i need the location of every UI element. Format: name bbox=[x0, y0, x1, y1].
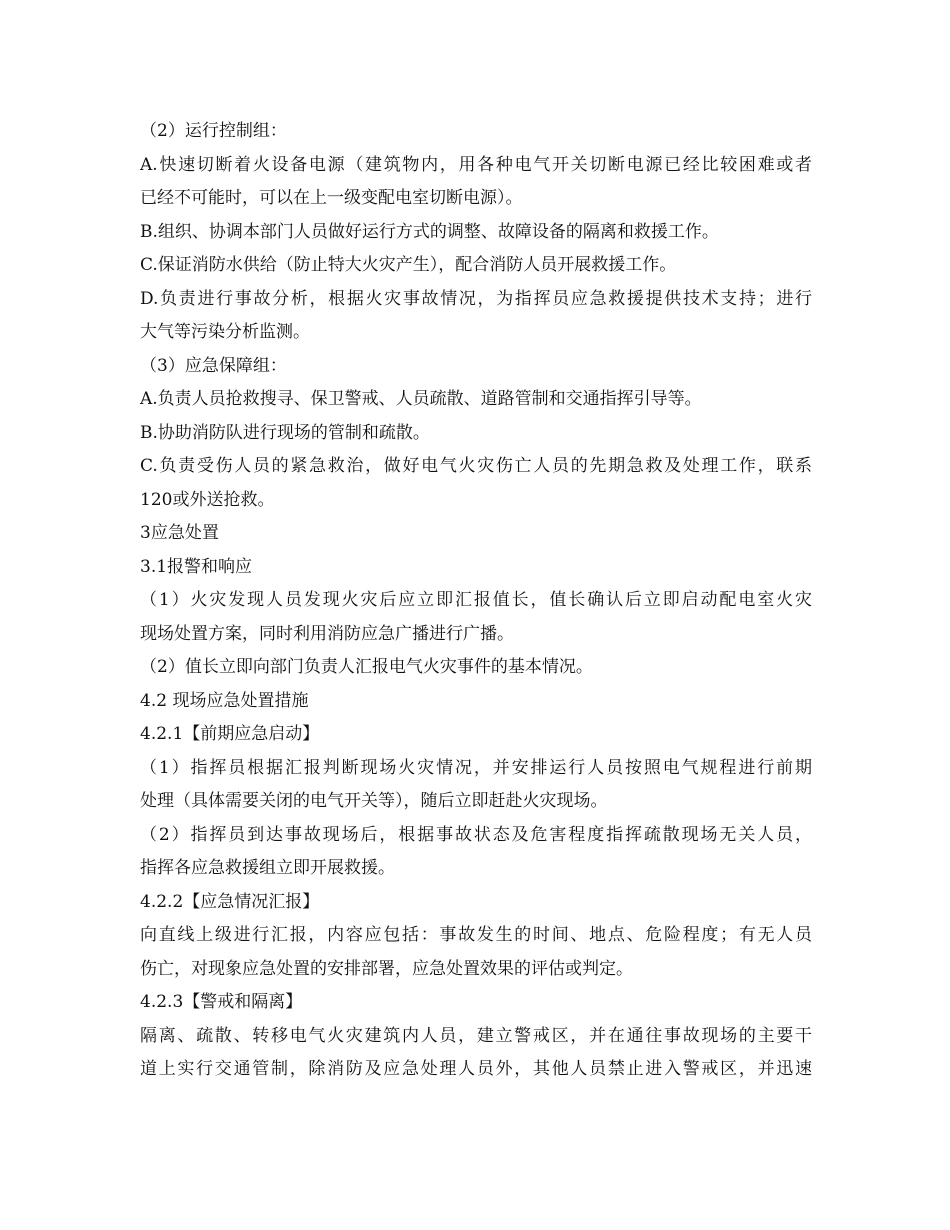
text-line: （2）运行控制组： bbox=[140, 121, 287, 141]
text-line: A.快速切断着火设备电源（建筑物内，用各种电气开关切断电源已经比较困难或者 bbox=[140, 154, 812, 175]
text-line: 120或外送抢救。 bbox=[140, 489, 275, 510]
text-line: 4.2.3【警戒和隔离】 bbox=[140, 992, 303, 1012]
text-line: 4.2.2【应急情况汇报】 bbox=[140, 891, 320, 912]
text-line: 道上实行交通管制，除消防及应急处理人员外，其他人员禁止进入警戒区，并迅速 bbox=[140, 1059, 812, 1079]
text-line: C.保证消防水供给（防止特大火灾产生），配合消防人员开展救援工作。 bbox=[140, 255, 677, 275]
text-line: 伤亡，对现象应急处置的安排部署，应急处置效果的评估或判定。 bbox=[140, 958, 633, 979]
text-line: B.组织、协调本部门人员做好运行方式的调整、故障设备的隔离和救援工作。 bbox=[140, 221, 719, 242]
text-line: 已经不可能时，可以在上一级变配电室切断电源）。 bbox=[140, 188, 523, 208]
text-line: （3）应急保障组： bbox=[140, 355, 287, 376]
text-line: D.负责进行事故分析，根据火灾事故情况，为指挥员应急救援提供技术支持；进行 bbox=[140, 288, 812, 309]
document-body bbox=[140, 115, 812, 1087]
text-line: 现场处置方案，同时利用消防应急广播进行广播。 bbox=[140, 623, 514, 644]
text-line: （2）值长立即向部门负责人汇报电气火灾事件的基本情况。 bbox=[140, 657, 593, 677]
text-line: B.协助消防队进行现场的管制和疏散。 bbox=[140, 422, 430, 443]
text-line: 3.1报警和响应 bbox=[140, 556, 253, 577]
text-line: 处理（具体需要关闭的电气开关等），随后立即赶赴火灾现场。 bbox=[140, 791, 608, 811]
text-line: 向直线上级进行汇报，内容应包括：事故发生的时间、地点、危险程度；有无人员 bbox=[140, 925, 812, 945]
text-line: 指挥各应急救援组立即开展救援。 bbox=[140, 858, 395, 878]
text-line: 4.2 现场应急处置措施 bbox=[140, 690, 309, 711]
text-line: 4.2.1【前期应急启动】 bbox=[140, 724, 320, 744]
text-line: （2）指挥员到达事故现场后，根据事故状态及危害程度指挥疏散现场无关人员， bbox=[140, 824, 812, 845]
text-line: （1）指挥员根据汇报判断现场火灾情况，并安排运行人员按照电气规程进行前期 bbox=[140, 757, 812, 778]
text-line: 3应急处置 bbox=[140, 523, 219, 543]
text-line: C.负责受伤人员的紧急救治，做好电气火灾伤亡人员的先期急救及处理工作，联系 bbox=[140, 456, 812, 476]
text-line: 隔离、疏散、转移电气火灾建筑内人员，建立警戒区，并在通往事故现场的主要干 bbox=[140, 1025, 812, 1046]
text-line: A.负责人员抢救搜寻、保卫警戒、人员疏散、道路管制和交通指挥引导等。 bbox=[140, 389, 702, 409]
text-line: 大气等污染分析监测。 bbox=[140, 322, 310, 342]
text-line: （1）火灾发现人员发现火灾后应立即汇报值长，值长确认后立即启动配电室火灾 bbox=[140, 590, 812, 610]
